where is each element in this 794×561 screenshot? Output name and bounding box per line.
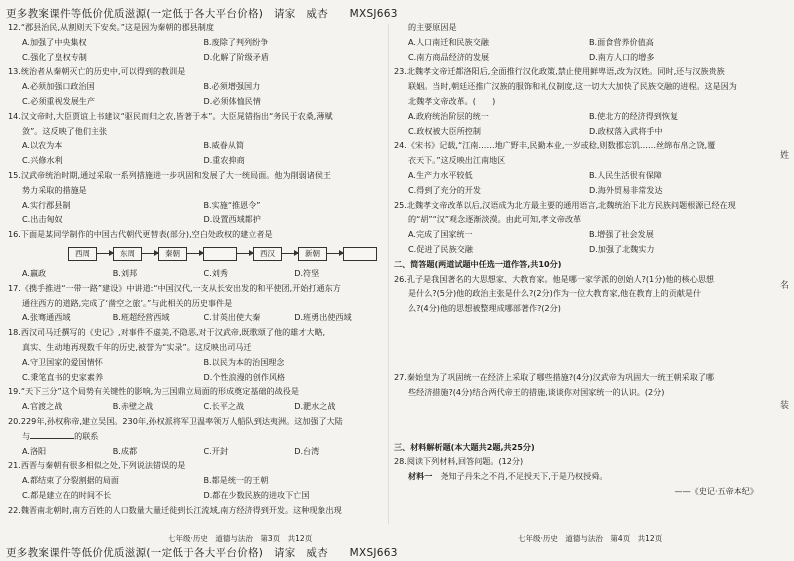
material-1: [394, 469, 770, 484]
header-banner: 更多教案课件等低价优质滋源(一定低于各大平台价格) 请家 威杏 MXSJ663: [6, 8, 398, 20]
options-25: [394, 227, 770, 257]
page-footer-left: 七年级·历史 道德与法治 第3页 共12页: [168, 534, 313, 543]
column-divider: [388, 24, 389, 524]
option: D.政权落入武将手中: [589, 125, 663, 136]
option: B.成都: [112, 445, 138, 456]
option: D.加强了北魏实力: [589, 243, 655, 254]
arrow-icon: [327, 253, 343, 254]
options-19: [8, 399, 385, 414]
answer-space: [394, 316, 770, 370]
option: B.增强了社会发展: [589, 229, 654, 240]
left-column: [8, 20, 385, 518]
arrow-icon: [187, 253, 203, 254]
question-22-cont: 的主要原因是: [408, 22, 457, 32]
option: A.守卫国家的爱国情怀: [22, 356, 103, 367]
question-15: 15.汉武帝统治时期,通过采取一系列措施进一步巩固和发展了大一统局面。他为削弱诸侯王: [8, 169, 332, 180]
question-24-cont: 衣天下。”这反映出江南地区: [408, 155, 506, 166]
question-20-cont: [8, 429, 385, 444]
option: D.符坚: [294, 267, 320, 278]
margin-mark: 名: [778, 280, 788, 289]
dynasty-box: 秦朝: [158, 247, 187, 261]
arrow-icon: [142, 253, 158, 254]
option: D.班勇出使西域: [294, 312, 352, 323]
options-24: [394, 168, 770, 198]
options-21: [8, 473, 385, 503]
option: C.必须重视发展生产: [22, 95, 95, 106]
option: B.班超经营西域: [112, 312, 170, 323]
dynasty-box: 西汉: [253, 247, 282, 261]
q20-lead: 与: [22, 430, 31, 441]
option: B.都是统一的王朝: [203, 475, 269, 486]
q20-tail: 的联系: [74, 430, 99, 441]
option: D.化解了阶级矛盾: [203, 51, 269, 62]
margin-mark: 装: [778, 400, 788, 409]
page-footer-right: 七年级·历史 道德与法治 第4页 共12页: [518, 534, 663, 543]
question-14-cont: 敛”。这反映了他们主张: [22, 125, 108, 136]
question-24: 24.《宋书》记载,“江南……地广野丰,民勤本业,一岁或稔,则数郡忘饥……丝绵布帛之饶,覆: [394, 140, 716, 151]
question-22: 22.魏晋南北朝时,南方百姓的人口数量大量迁徙到长江流域,南方经济得到开发。这种现象出现: [8, 504, 342, 515]
option: A.完成了国家统一: [408, 229, 473, 240]
option: A.洛阳: [22, 445, 47, 456]
option: D.设置西域都护: [203, 214, 261, 225]
option: A.政府统治阶层的统一: [408, 110, 489, 121]
arrow-icon: [237, 253, 253, 254]
option: B.必须增强国力: [203, 81, 261, 92]
dynasty-box: 新朝: [298, 247, 327, 261]
dynasty-box-blank: [203, 247, 237, 261]
options-23: [394, 109, 770, 139]
option: D.海外贸易非常发达: [589, 184, 663, 195]
option: C.南方商品经济的发展: [408, 51, 490, 62]
options-17: [8, 310, 385, 325]
option: B.赤壁之战: [112, 401, 154, 412]
options-22: [394, 35, 770, 65]
dynasty-box-blank: [343, 247, 377, 261]
section-3-title: 三、材料解析题(本大题共2题,共25分): [394, 441, 535, 452]
option: D.台湾: [294, 445, 320, 456]
question-15-cont: 势力采取的措施是: [22, 184, 87, 195]
answer-blank: [30, 429, 74, 439]
question-26-cont: 是什么?(5分)他的政治主张是什么?(2分)作为一位大教育家,他在教育上的贡献是什: [408, 288, 702, 299]
option: D.重农抑商: [203, 155, 245, 166]
options-15: [8, 198, 385, 228]
option: C.都是建立在的时间不长: [22, 489, 112, 500]
option: A.张骞通西域: [22, 312, 71, 323]
option: B.面食营养价值高: [589, 36, 654, 47]
material-label: 材料一: [408, 471, 433, 482]
options-20: [8, 444, 385, 459]
question-17: 17.《携手推进“一带一路”建设》中讲道:“中国汉代,一支从长安出发的和平使团,开始打通东方: [8, 282, 341, 293]
option: D.个性浪漫的创作风格: [203, 371, 286, 382]
option: C.得到了充分的开发: [408, 184, 481, 195]
option: C.兴修水利: [22, 155, 63, 166]
material-text: 尧知子丹朱之不肖,不足授天下,于是乃权授舜。: [440, 471, 608, 482]
question-25: 25.北魏孝文帝改革以后,汉语成为北方最主要的通用语言,北魏统治下北方民族问题根源已经在现: [394, 199, 736, 210]
question-13: 13.统治者从秦朝灭亡的历史中,可以得到的教训是: [8, 66, 186, 77]
option: B.实施“推恩令”: [203, 199, 261, 210]
option: B.威眷从简: [203, 140, 245, 151]
option: A.以农为本: [22, 140, 63, 151]
footer-banner: 更多教案课件等低价优质滋源(一定低于各大平台价格) 请家 威杏 MXSJ663: [6, 547, 398, 559]
question-21: 21.西晋与秦朝有很多相似之处,下列说法错误的是: [8, 460, 186, 471]
option: C.促进了民族交融: [408, 243, 473, 254]
option: D.南方人口的增多: [589, 51, 655, 62]
dynasty-box: 西周: [68, 247, 97, 261]
material-source: ——《史记·五帝本纪》: [674, 485, 758, 496]
option: D.必须体恤民情: [203, 95, 261, 106]
option: B.使北方的经济得到恢复: [589, 110, 679, 121]
option: C.政权被大臣所控制: [408, 125, 481, 136]
option: C.长平之战: [203, 401, 245, 412]
option: B.刘邦: [112, 267, 138, 278]
question-27: 27.秦始皇为了巩固统一在经济上采取了哪些措施?(4分)汉武帝为巩固大一统王朝采取了哪: [394, 371, 715, 382]
answer-space: [394, 400, 770, 440]
arrow-icon: [97, 253, 113, 254]
question-23-cont2: 北魏孝文帝改革。( ): [408, 95, 496, 106]
question-18-cont: 真实、生动地再现数千年的历史,被誉为“实录”。这反映出司马迁: [22, 341, 252, 352]
question-19: 19.“天下三分”这个局势有关键性的影响,为三国鼎立局面的形成奠定基础的战役是: [8, 386, 299, 397]
margin-mark: 姓: [778, 150, 788, 159]
question-12: 12.“郡县治民,从割则天下安矣。”这是因为秦朝的郡县制度: [8, 22, 214, 32]
option: A.加强了中央集权: [22, 36, 87, 47]
question-18: 18.西汉司马迁撰写的《史记》,对事件不虚美,不隐恶,对于汉武帝,既歌颂了他的雄才大略,: [8, 327, 326, 338]
option: D.淝水之战: [294, 401, 336, 412]
question-23-cont: 联姻。当时,朝廷还推广汉族的服饰和礼仪制度,这一切大大加快了民族交融的进程。这是因为: [408, 81, 737, 92]
option: C.强化了皇权专制: [22, 51, 87, 62]
option: C.出击匈奴: [22, 214, 63, 225]
question-14: 14.汉文帝时,大臣贾谊上书建议“驱民而归之农,皆著于本”。大臣晁错指出“务民于农桑,薄赋: [8, 110, 333, 121]
option: C.秉笔直书的史家素养: [22, 371, 104, 382]
option: A.人口南迁和民族交融: [408, 36, 489, 47]
option: B.人民生活很有保障: [589, 169, 662, 180]
question-27-cont: 些经济措施?(4分)结合两代帝王的措施,谈谈你对国家统一的认识。(2分): [408, 386, 665, 397]
option: B.废除了判列纷争: [203, 36, 269, 47]
options-16: [8, 266, 385, 281]
question-17-cont: 通往西方的道路,完成了‘凿空之旅’。”与此相关的历史事件是: [22, 297, 233, 308]
section-2-title: 二、简答题(两道试题中任选一道作答,共10分): [394, 258, 562, 269]
question-25-cont: 的“胡”“汉”观念逐渐淡漠。由此可知,孝文帝改革: [408, 214, 582, 225]
options-13: [8, 79, 385, 109]
option: A.嬴政: [22, 267, 47, 278]
option: A.必须加强口政治国: [22, 81, 95, 92]
options-18: [8, 355, 385, 385]
option: A.实行郡县制: [22, 199, 71, 210]
option: A.生产力水平较低: [408, 169, 473, 180]
options-14: [8, 138, 385, 168]
question-23: 23.北魏孝文帝迁都洛阳后,全面推行汉化政策,禁止使用鲜卑语,改为汉姓。同时,还与汉族贵族: [394, 66, 725, 77]
option: C.刘秀: [203, 267, 228, 278]
question-20: 20.229年,孙权称帝,建立吴国。230年,孙权派将军卫温率领万人船队到达夷洲。这加强了大陆: [8, 415, 343, 426]
question-26: 26.孔子是我国著名的大思想家、大教育家。他是哪一家学派的创始人?(1分)他的核心思想: [394, 273, 715, 284]
option: A.官渡之战: [22, 401, 63, 412]
option: B.以民为本的治国理念: [203, 356, 285, 367]
option: C.开封: [203, 445, 228, 456]
question-26-cont2: 么?(4分)他的思想被整理成哪部著作?(2分): [408, 303, 561, 314]
dynasty-chain: [68, 246, 385, 262]
option: C.甘英出使大秦: [203, 312, 261, 323]
option: A.都结束了分裂割据的局面: [22, 475, 119, 486]
question-16: 16.下面是某同学制作的中国古代朝代更替表(部分),空白处政权的建立者是: [8, 229, 273, 240]
arrow-icon: [282, 253, 298, 254]
dynasty-box: 东周: [113, 247, 142, 261]
question-28: 28.阅读下列材料,回答问题。(12分): [394, 456, 524, 467]
option: D.都在少数民族的进攻下亡国: [203, 489, 310, 500]
options-12: [8, 35, 385, 65]
right-column: [394, 20, 770, 499]
